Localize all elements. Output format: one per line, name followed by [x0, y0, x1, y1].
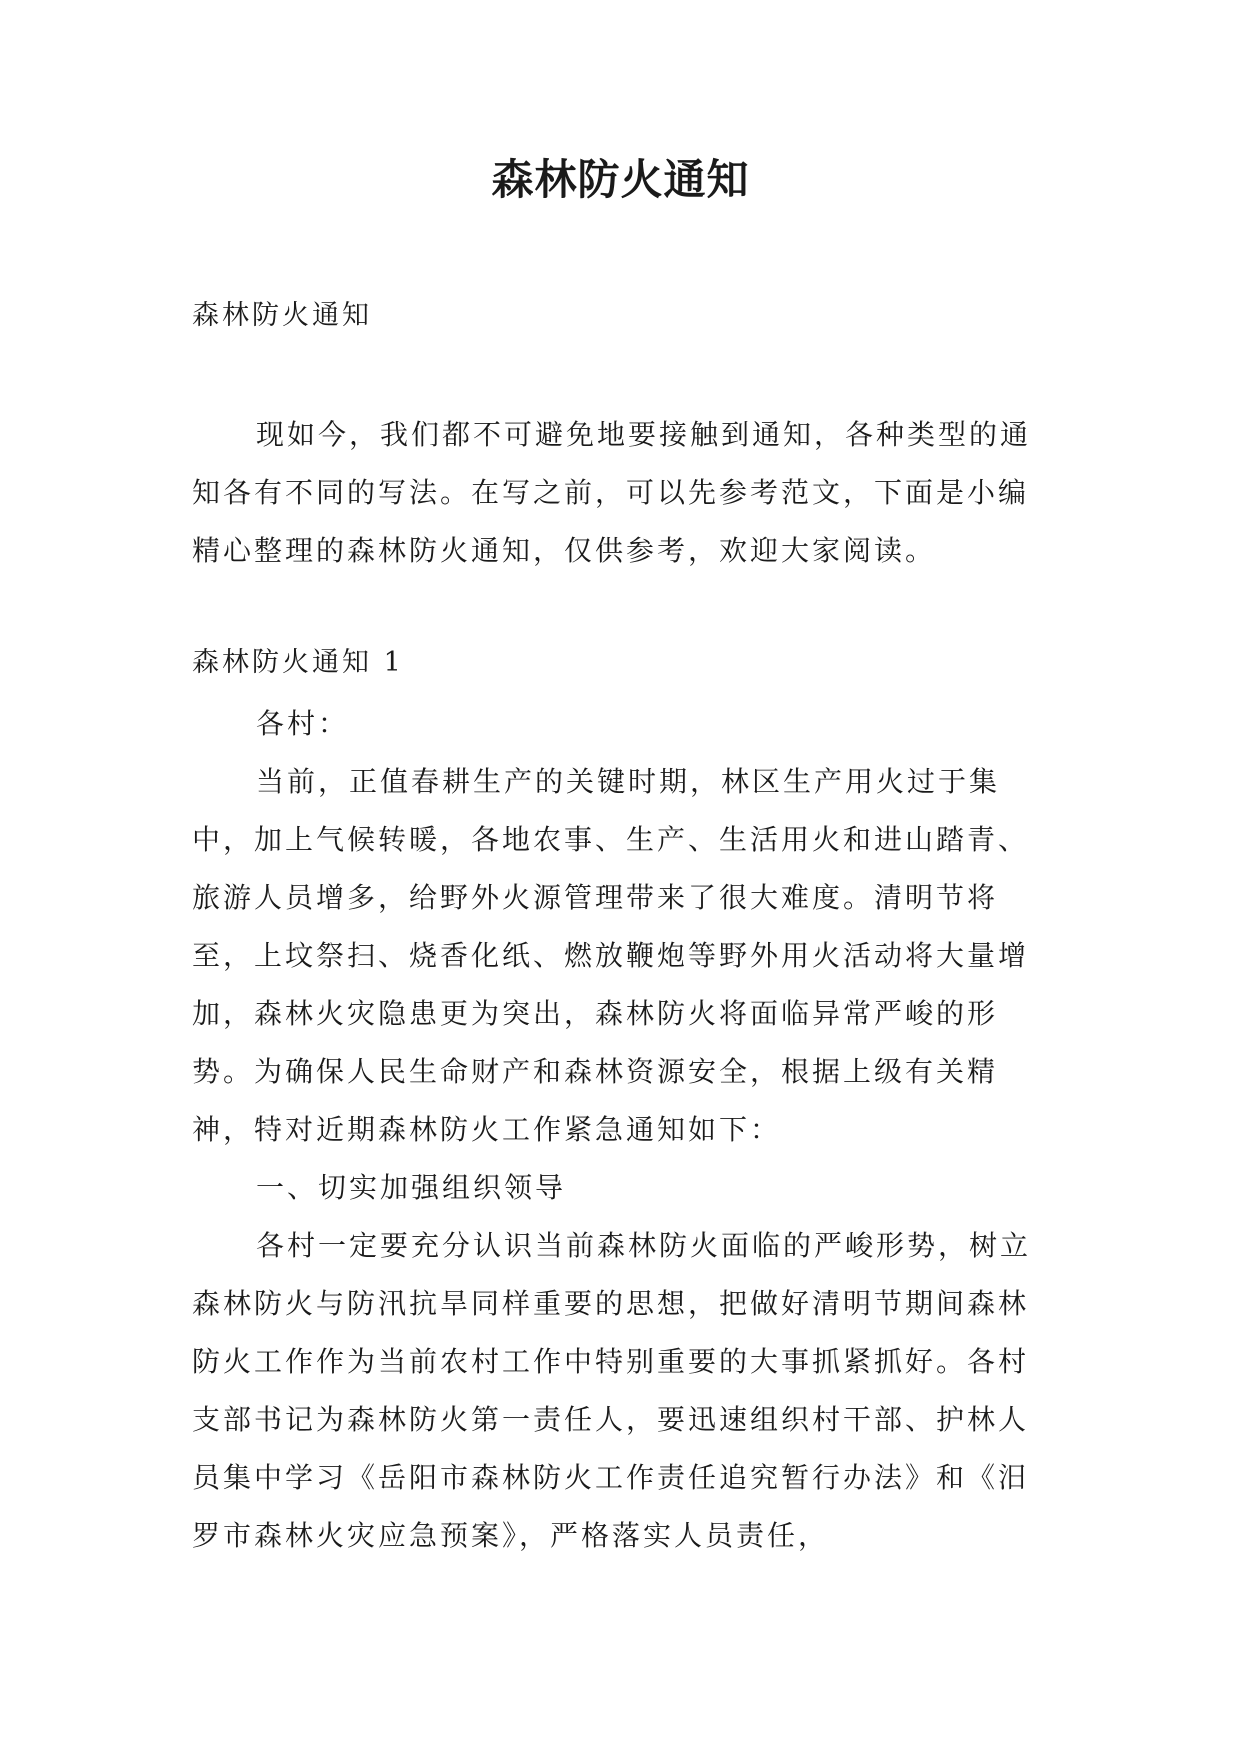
document-title: 森林防火通知	[491, 155, 750, 204]
intro-paragraph: 现如今，我们都不可避免地要接触到通知，各种类型的通知各有不同的写法。在写之前，可以先参考范文，下面是小编精心整理的森林防火通知，仅供参考，欢迎大家阅读。	[192, 418, 1032, 567]
body-paragraph: 当前，正值春耕生产的关键时期，林区生产用火过于集中，加上气候转暖，各地农事、生产、生活用火和进山踏青、旅游人员增多，给野外火源管理带来了很大难度。清明节将至，上坟祭扫、烧香化纸、燃放鞭炮等野外用火活动将大量增加，森林火灾隐患更为突出，森林防火将面临异常严峻的形势。为确保人民生命财产和森林资源安全，根据上级有关精神，特对近期森林防火工作紧急通知如下：	[192, 765, 1030, 1146]
section-heading: 森林防火通知 1	[192, 647, 404, 678]
subsection-heading: 一、切实加强组织领导	[256, 1171, 567, 1204]
notice-section-1	[192, 643, 1052, 1565]
document-subtitle: 森林防火通知	[192, 300, 372, 331]
salutation: 各村：	[256, 707, 350, 740]
body-paragraph: 各村一定要充分认识当前森林防火面临的严峻形势，树立森林防火与防汛抗旱同样重要的思想，把做好清明节期间森林防火工作作为当前农村工作中特别重要的大事抓紧抓好。各村支部书记为森林防火第一责任人，要迅速组织村干部、护林人员集中学习《岳阳市森林防火工作责任追究暂行办法》和《汨罗市森林火灾应急预案》，严格落实人员责任，	[192, 1229, 1032, 1552]
